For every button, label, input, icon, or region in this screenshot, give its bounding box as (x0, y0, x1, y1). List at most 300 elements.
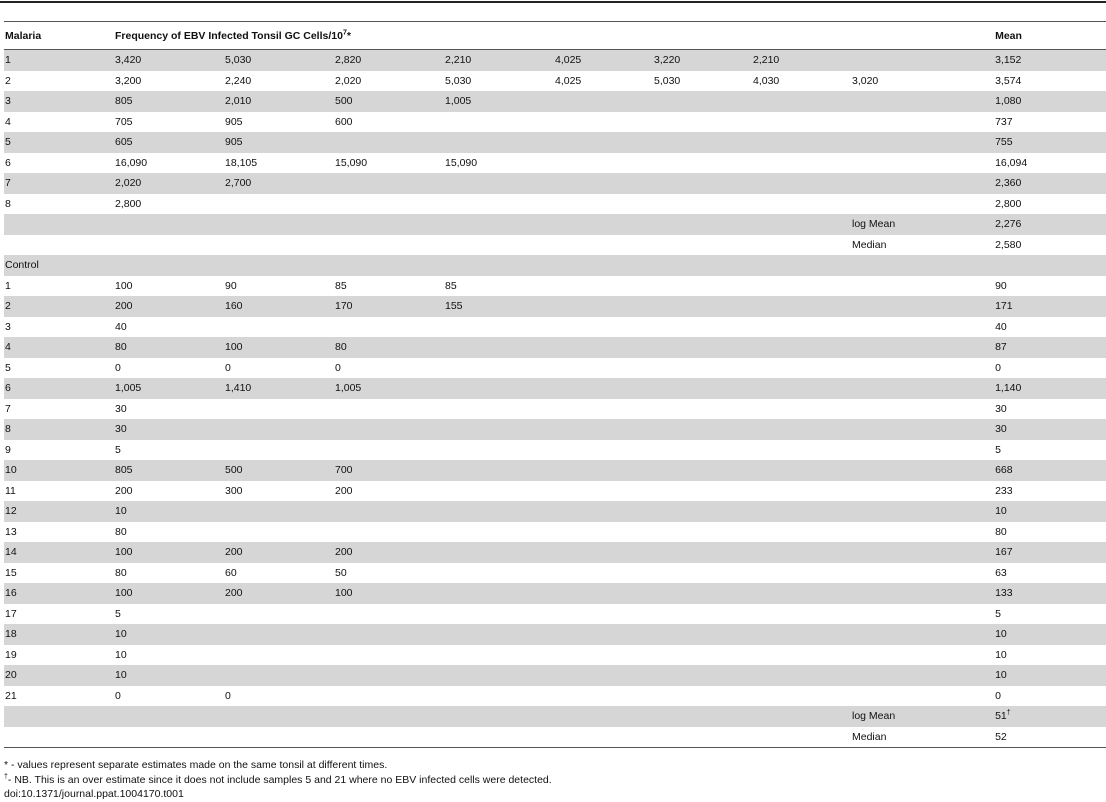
estimate-cell: 3,020 (852, 74, 879, 87)
table-row (4, 604, 1106, 625)
summary-label-cell: Median (852, 730, 887, 743)
footnote-asterisk: * - values represent separate estimates made on the same tonsil at different times. (4, 759, 388, 771)
estimate-cell (554, 440, 653, 461)
estimate-cell (752, 91, 851, 112)
col-header-frequency (114, 22, 994, 50)
estimate-cell: 0 (115, 689, 121, 702)
summary-value-cell (994, 727, 1106, 748)
sample-id-cell: 6 (4, 378, 114, 399)
estimate-cell (752, 112, 851, 133)
empty-cell (224, 235, 334, 256)
table-row (4, 173, 1106, 194)
estimate-cell (554, 645, 653, 666)
empty-cell (114, 727, 224, 748)
estimate-cell: 2,800 (115, 197, 142, 210)
empty-cell (224, 214, 334, 235)
estimate-cell (554, 173, 653, 194)
table-row (4, 194, 1106, 215)
empty-cell (4, 727, 114, 748)
estimate-cell (752, 132, 851, 153)
estimate-cell (334, 399, 444, 420)
mean-cell: 3,574 (995, 74, 1022, 87)
estimate-cell: 5,030 (445, 74, 472, 87)
estimate-cell: 200 (335, 484, 353, 497)
estimate-cell: 1,005 (114, 378, 224, 399)
estimate-cell (851, 645, 994, 666)
table-footnotes (4, 758, 1104, 802)
empty-cell (554, 235, 653, 256)
mean-cell: 30 (994, 419, 1106, 440)
summary-row (4, 706, 1106, 727)
estimate-cell (444, 624, 554, 645)
estimate-cell (224, 440, 334, 461)
estimate-cell (554, 419, 653, 440)
estimate-cell: 200 (114, 296, 224, 317)
sample-id-cell: 1 (5, 279, 11, 292)
estimate-cell: 160 (224, 296, 334, 317)
summary-value: 52 (995, 730, 1007, 743)
empty-cell (554, 214, 653, 235)
estimate-cell (752, 399, 851, 420)
estimate-cell: 30 (114, 419, 224, 440)
estimate-cell (334, 624, 444, 645)
freq-header-asterisk: * (346, 29, 351, 42)
sample-id-cell: 4 (4, 337, 114, 358)
estimate-cell (444, 440, 554, 461)
table-row (4, 624, 1106, 645)
sample-id-cell: 8 (4, 419, 114, 440)
sample-id-cell: 15 (5, 566, 17, 579)
mean-cell: 233 (995, 484, 1013, 497)
estimate-cell: 30 (115, 402, 127, 415)
mean-cell: 737 (995, 115, 1013, 128)
estimate-cell (554, 296, 653, 317)
estimate-cell (653, 337, 752, 358)
estimate-cell (554, 399, 653, 420)
estimate-cell (752, 583, 851, 604)
estimate-cell (752, 358, 851, 379)
empty-cell (752, 235, 851, 256)
estimate-cell: 15,090 (335, 156, 368, 169)
footnote-dagger-text: - NB. This is an over estimate since it does not include samples 5 and 21 where no EBV infected cells were detected. (7, 773, 552, 786)
estimate-cell (224, 419, 334, 440)
table-row (4, 501, 1106, 522)
mean-cell: 2,800 (995, 197, 1022, 210)
estimate-cell (851, 522, 994, 543)
estimate-cell: 4,025 (554, 50, 653, 71)
estimate-cell: 80 (115, 525, 127, 538)
estimate-cell (444, 337, 554, 358)
empty-cell (653, 235, 752, 256)
estimate-cell (444, 583, 554, 604)
estimate-cell (444, 194, 554, 215)
estimate-cell (444, 686, 554, 707)
estimate-cell (752, 481, 851, 502)
estimate-cell (851, 112, 994, 133)
estimate-cell: 5 (115, 607, 121, 620)
empty-cell (752, 706, 851, 727)
summary-label-cell: log Mean (851, 706, 994, 727)
summary-value-cell (994, 706, 1106, 727)
estimate-cell (851, 583, 994, 604)
estimate-cell (334, 194, 444, 215)
estimate-cell (224, 645, 334, 666)
estimate-cell (334, 665, 444, 686)
table-row (4, 276, 1106, 297)
estimate-cell (752, 501, 851, 522)
estimate-cell (851, 665, 994, 686)
empty-cell (114, 235, 224, 256)
estimate-cell (334, 173, 444, 194)
estimate-cell (653, 665, 752, 686)
sample-id-cell: 14 (4, 542, 114, 563)
estimate-cell (851, 440, 994, 461)
sample-id-cell: 9 (5, 443, 11, 456)
estimate-cell: 2,820 (334, 50, 444, 71)
estimate-cell (224, 522, 334, 543)
estimate-cell (554, 460, 653, 481)
mean-cell: 40 (995, 320, 1007, 333)
estimate-cell (554, 522, 653, 543)
estimate-cell (752, 563, 851, 584)
estimate-cell: 200 (224, 583, 334, 604)
table-row (4, 419, 1106, 440)
estimate-cell (851, 317, 994, 338)
estimate-cell: 0 (225, 689, 231, 702)
estimate-cell: 16,090 (115, 156, 148, 169)
estimate-cell (334, 686, 444, 707)
estimate-cell (653, 481, 752, 502)
estimate-cell (444, 645, 554, 666)
estimate-cell: 700 (334, 460, 444, 481)
summary-row (4, 727, 1106, 748)
estimate-cell (851, 563, 994, 584)
empty-cell (4, 235, 114, 256)
estimate-cell (851, 337, 994, 358)
estimate-cell (224, 317, 334, 338)
estimate-cell (334, 501, 444, 522)
estimate-cell (653, 91, 752, 112)
mean-cell: 10 (994, 501, 1106, 522)
sample-id-cell: 7 (5, 402, 11, 415)
estimate-cell (554, 358, 653, 379)
estimate-cell: 2,210 (444, 50, 554, 71)
estimate-cell: 500 (224, 460, 334, 481)
estimate-cell (752, 153, 851, 174)
col-header-group: Malaria (5, 29, 42, 42)
estimate-cell (851, 194, 994, 215)
sample-id-cell: 2 (5, 74, 11, 87)
sample-id-cell: 20 (4, 665, 114, 686)
mean-cell: 63 (995, 566, 1007, 579)
estimate-cell: 80 (334, 337, 444, 358)
empty-cell (444, 214, 554, 235)
sample-id-cell: 18 (4, 624, 114, 645)
estimate-cell: 905 (224, 132, 334, 153)
estimate-cell: 100 (224, 337, 334, 358)
empty-cell (114, 706, 224, 727)
table-row (4, 583, 1106, 604)
estimate-cell: 3,200 (115, 74, 142, 87)
estimate-cell (851, 173, 994, 194)
estimate-cell: 1,410 (224, 378, 334, 399)
estimate-cell: 100 (114, 542, 224, 563)
sample-id-cell: 5 (4, 132, 114, 153)
estimate-cell: 605 (114, 132, 224, 153)
estimate-cell: 905 (225, 115, 243, 128)
summary-value: 51 (995, 710, 1007, 723)
sample-id-cell: 8 (5, 197, 11, 210)
empty-cell (334, 727, 444, 748)
estimate-cell: 500 (334, 91, 444, 112)
estimate-cell (444, 112, 554, 133)
table-row (4, 378, 1106, 399)
top-rule (0, 1, 1106, 3)
estimate-cell (653, 153, 752, 174)
empty-cell (4, 706, 114, 727)
estimate-cell (653, 194, 752, 215)
summary-value-cell (994, 235, 1106, 256)
estimate-cell: 155 (444, 296, 554, 317)
group-label-row (4, 255, 1106, 276)
table-row (4, 522, 1106, 543)
mean-cell: 2,360 (994, 173, 1106, 194)
estimate-cell (653, 419, 752, 440)
sample-id-cell: 2 (4, 296, 114, 317)
table-row (4, 337, 1106, 358)
mean-cell: 0 (995, 361, 1001, 374)
estimate-cell (334, 317, 444, 338)
estimate-cell (224, 624, 334, 645)
empty-cell (653, 706, 752, 727)
estimate-cell (224, 604, 334, 625)
empty-cell (224, 706, 334, 727)
summary-value: 2,580 (995, 238, 1022, 251)
estimate-cell: 80 (114, 337, 224, 358)
estimate-cell (752, 440, 851, 461)
estimate-cell (554, 194, 653, 215)
estimate-cell: 2,020 (335, 74, 362, 87)
estimate-cell (752, 686, 851, 707)
estimate-cell (444, 419, 554, 440)
estimate-cell (851, 50, 994, 71)
estimate-cell (851, 604, 994, 625)
estimate-cell (851, 399, 994, 420)
table-row (4, 358, 1106, 379)
summary-value-cell (994, 214, 1106, 235)
table-body (4, 50, 1106, 748)
estimate-cell: 60 (225, 566, 237, 579)
estimate-cell (554, 501, 653, 522)
empty-cell (554, 706, 653, 727)
mean-cell: 10 (994, 665, 1106, 686)
estimate-cell (334, 522, 444, 543)
estimate-cell: 3,420 (114, 50, 224, 71)
estimate-cell (653, 132, 752, 153)
estimate-cell: 2,020 (114, 173, 224, 194)
empty-cell (444, 235, 554, 256)
summary-label-cell: log Mean (851, 214, 994, 235)
estimate-cell (554, 132, 653, 153)
estimate-cell: 10 (115, 648, 127, 661)
freq-header-text: Frequency of EBV Infected Tonsil GC Cells/10 (115, 29, 343, 42)
estimate-cell (334, 132, 444, 153)
estimate-cell (653, 583, 752, 604)
estimate-cell (653, 522, 752, 543)
table-row (4, 440, 1106, 461)
estimate-cell: 1,005 (334, 378, 444, 399)
mean-cell: 167 (994, 542, 1106, 563)
empty-cell (653, 214, 752, 235)
summary-value: 2,276 (995, 218, 1022, 231)
mean-cell: 171 (994, 296, 1106, 317)
mean-cell: 133 (994, 583, 1106, 604)
sample-id-cell: 3 (5, 320, 11, 333)
estimate-cell (752, 645, 851, 666)
ebv-frequency-table (4, 21, 1106, 748)
mean-cell: 16,094 (995, 156, 1028, 169)
estimate-cell (851, 91, 994, 112)
estimate-cell (653, 358, 752, 379)
estimate-cell (653, 399, 752, 420)
estimate-cell (554, 481, 653, 502)
estimate-cell (851, 542, 994, 563)
empty-cell (752, 727, 851, 748)
mean-cell: 5 (995, 607, 1001, 620)
estimate-cell: 2,210 (752, 50, 851, 71)
estimate-cell (653, 173, 752, 194)
table-row (4, 481, 1106, 502)
estimate-cell (752, 296, 851, 317)
estimate-cell (851, 378, 994, 399)
mean-cell: 5 (995, 443, 1001, 456)
estimate-cell (851, 481, 994, 502)
sample-id-cell: 7 (4, 173, 114, 194)
table-row (4, 91, 1106, 112)
estimate-cell: 805 (114, 460, 224, 481)
estimate-cell (554, 317, 653, 338)
estimate-cell (851, 276, 994, 297)
sample-id-cell: 16 (4, 583, 114, 604)
estimate-cell: 300 (225, 484, 243, 497)
estimate-cell (851, 153, 994, 174)
sample-id-cell: 19 (5, 648, 17, 661)
estimate-cell: 4,030 (753, 74, 780, 87)
table-row (4, 665, 1106, 686)
freq-header-exponent: 7 (342, 29, 347, 36)
estimate-cell (224, 501, 334, 522)
empty-cell (444, 706, 554, 727)
estimate-cell (752, 604, 851, 625)
footnote-dagger (4, 773, 1104, 788)
estimate-cell: 2,010 (224, 91, 334, 112)
estimate-cell (334, 604, 444, 625)
estimate-cell (653, 460, 752, 481)
estimate-cell: 2,700 (224, 173, 334, 194)
estimate-cell (554, 563, 653, 584)
estimate-cell (224, 399, 334, 420)
table-row (4, 460, 1106, 481)
estimate-cell (444, 132, 554, 153)
estimate-cell: 90 (225, 279, 237, 292)
estimate-cell: 705 (115, 115, 133, 128)
estimate-cell (554, 583, 653, 604)
group-label-cell: Control (4, 255, 1106, 276)
estimate-cell: 15,090 (445, 156, 478, 169)
estimate-cell (851, 686, 994, 707)
estimate-cell (554, 91, 653, 112)
estimate-cell (653, 604, 752, 625)
estimate-cell (752, 317, 851, 338)
doi-line: doi:10.1371/journal.ppat.1004170.t001 (4, 788, 184, 800)
estimate-cell (444, 358, 554, 379)
estimate-cell: 2,240 (225, 74, 252, 87)
estimate-cell (851, 296, 994, 317)
estimate-cell (444, 460, 554, 481)
table-row (4, 645, 1106, 666)
mean-cell: 30 (995, 402, 1007, 415)
table-row (4, 399, 1106, 420)
summary-row (4, 235, 1106, 256)
estimate-cell (653, 440, 752, 461)
estimate-cell (752, 542, 851, 563)
summary-row (4, 214, 1106, 235)
estimate-cell (554, 378, 653, 399)
estimate-cell: 100 (334, 583, 444, 604)
estimate-cell: 10 (114, 624, 224, 645)
estimate-cell: 200 (115, 484, 133, 497)
estimate-cell: 0 (115, 361, 121, 374)
table-row (4, 296, 1106, 317)
sample-id-cell: 6 (5, 156, 11, 169)
estimate-cell (653, 501, 752, 522)
estimate-cell (444, 317, 554, 338)
estimate-cell (653, 276, 752, 297)
estimate-cell: 4,025 (555, 74, 582, 87)
estimate-cell (653, 542, 752, 563)
estimate-cell: 85 (445, 279, 457, 292)
empty-cell (224, 727, 334, 748)
mean-cell: 10 (994, 624, 1106, 645)
estimate-cell (444, 522, 554, 543)
estimate-cell (653, 624, 752, 645)
mean-cell: 755 (994, 132, 1106, 153)
sample-id-cell: 10 (4, 460, 114, 481)
empty-cell (653, 727, 752, 748)
sample-id-cell: 1 (4, 50, 114, 71)
estimate-cell (444, 501, 554, 522)
estimate-cell (653, 296, 752, 317)
sample-id-cell: 4 (5, 115, 11, 128)
mean-cell: 668 (994, 460, 1106, 481)
estimate-cell (554, 665, 653, 686)
estimate-cell (554, 337, 653, 358)
empty-cell (4, 214, 114, 235)
empty-cell (334, 214, 444, 235)
estimate-cell: 5,030 (654, 74, 681, 87)
table-row (4, 317, 1106, 338)
summary-label-cell: Median (852, 238, 887, 251)
col-header-mean: Mean (995, 29, 1022, 42)
summary-value-footnote-mark: † (1006, 709, 1011, 717)
table-row (4, 563, 1106, 584)
estimate-cell: 85 (335, 279, 347, 292)
estimate-cell (444, 399, 554, 420)
estimate-cell: 100 (114, 583, 224, 604)
table-row (4, 153, 1106, 174)
estimate-cell (554, 604, 653, 625)
estimate-cell: 50 (335, 566, 347, 579)
